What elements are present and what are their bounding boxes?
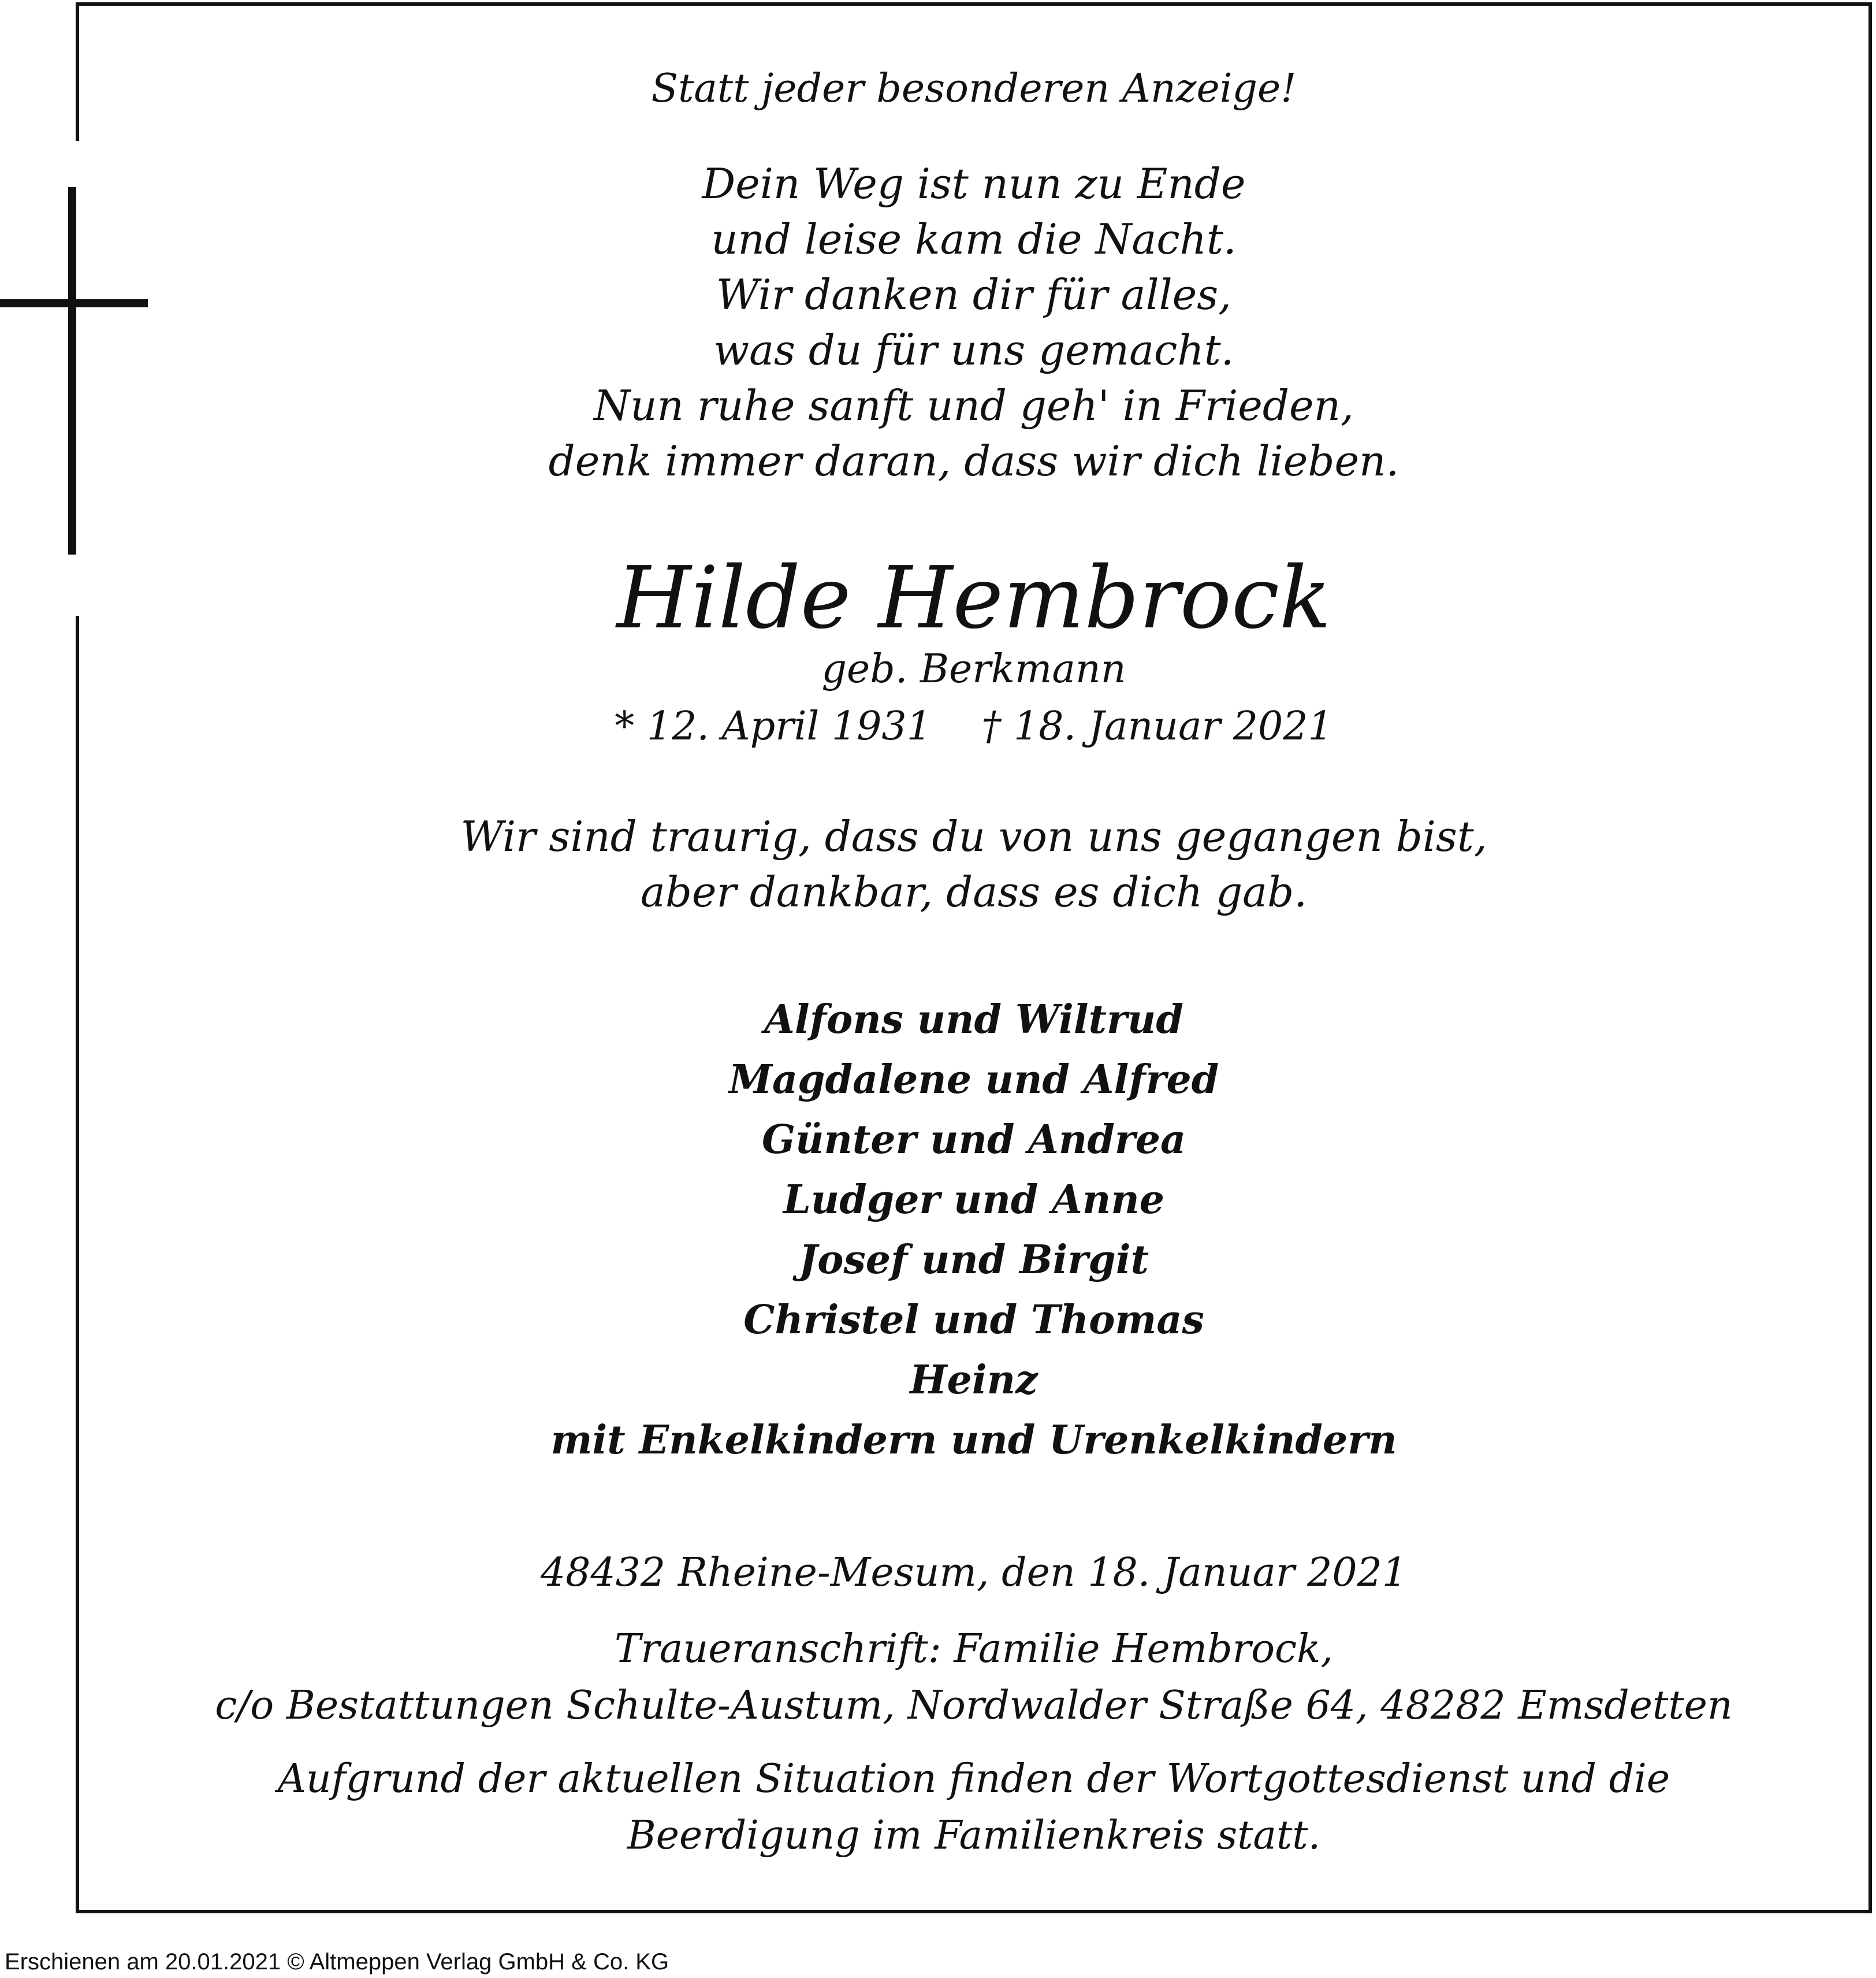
place-date-text: 48432 Rheine-Mesum, den 18. Januar 2021 bbox=[540, 1550, 1408, 1596]
maiden-name bbox=[79, 642, 1868, 697]
mourning-address bbox=[79, 1621, 1868, 1734]
life-dates bbox=[79, 699, 1868, 754]
deceased-name bbox=[79, 549, 1868, 647]
family-member: Günter und Andrea bbox=[761, 1117, 1186, 1163]
poem-line: und leise kam die Nacht. bbox=[711, 215, 1237, 263]
header-text: Statt jeder besonderen Anzeige! bbox=[651, 66, 1297, 111]
poem-line: Dein Weg ist nun zu Ende bbox=[702, 159, 1246, 208]
family-list bbox=[79, 990, 1868, 1470]
info-line: Beerdigung im Familienkreis statt. bbox=[627, 1813, 1321, 1858]
family-member: Christel und Thomas bbox=[743, 1297, 1204, 1343]
family-member: Alfons und Wiltrud bbox=[764, 997, 1183, 1043]
funeral-info bbox=[79, 1751, 1868, 1864]
poem bbox=[79, 156, 1868, 489]
deceased-name-text: Hilde Hembrock bbox=[616, 548, 1331, 648]
address-line: Traueranschrift: Familie Hembrock, bbox=[615, 1626, 1333, 1672]
family-member: Josef und Birgit bbox=[798, 1237, 1149, 1283]
life-dates-text: * 12. April 1931 † 18. Januar 2021 bbox=[615, 704, 1333, 749]
poem-line: was du für uns gemacht. bbox=[713, 326, 1234, 374]
address-line: c/o Bestattungen Schulte-Austum, Nordwalder Straße 64, 48282 Emsdetten bbox=[215, 1683, 1733, 1728]
sorrow-line: aber dankbar, dass es dich gab. bbox=[640, 868, 1308, 916]
place-date bbox=[79, 1545, 1868, 1601]
family-member: mit Enkelkindern und Urenkelkindern bbox=[550, 1417, 1397, 1463]
info-line: Aufgrund der aktuellen Situation finden der Wortgottesdienst und die bbox=[277, 1756, 1670, 1802]
notice-header bbox=[79, 61, 1868, 117]
family-member: Magdalene und Alfred bbox=[728, 1057, 1219, 1103]
poem-line: denk immer daran, dass wir dich lieben. bbox=[548, 437, 1399, 485]
family-member: Ludger und Anne bbox=[783, 1177, 1165, 1223]
poem-line: Wir danken dir für alles, bbox=[716, 270, 1232, 319]
poem-line: Nun ruhe sanft und geh' in Frieden, bbox=[594, 381, 1354, 430]
maiden-name-text: geb. Berkmann bbox=[821, 646, 1126, 692]
sorrow-line: Wir sind traurig, dass du von uns gegangen bist, bbox=[460, 812, 1487, 861]
publication-footer: Erschienen am 20.01.2021 © Altmeppen Verlag GmbH & Co. KG bbox=[5, 1949, 669, 1975]
sorrow-text bbox=[79, 809, 1868, 920]
family-member: Heinz bbox=[910, 1357, 1038, 1403]
